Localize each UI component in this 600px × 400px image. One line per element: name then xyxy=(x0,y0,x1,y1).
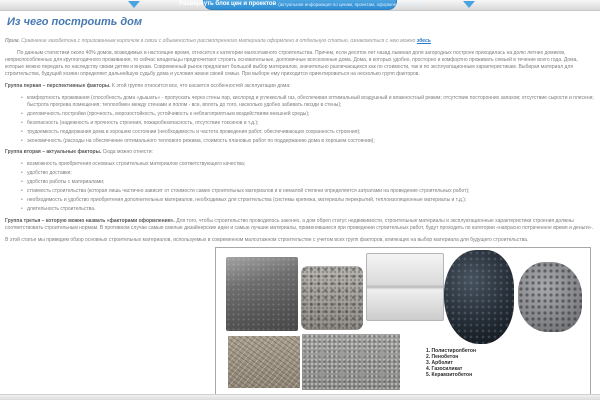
factor-item: • долговечность постройки (прочность, морозостойкость, устойчивость к неблагоприятным воздействиям внешней среды); xyxy=(21,111,594,118)
concrete-blocks-photo xyxy=(215,247,591,396)
expand-prices-label: Развернуть блок цен и проектов xyxy=(179,1,277,7)
factor-item: • удобство доставки; xyxy=(21,170,594,177)
group2-factor-list xyxy=(21,161,594,213)
group1-heading xyxy=(5,83,594,90)
closing-paragraph: В этой статье мы приведем обзор основных строительных материалов, используемых в современном малоэтажном строительстве с учетом всех групп факторов, влияющих на выбор материала для будущего строительства. xyxy=(5,236,529,243)
article-link[interactable]: здесь xyxy=(416,38,431,44)
factor-item: • комфортность проживания (способность дома «дышать» - пропускать через стены пар, кислород и углекислый газ, обеспечивая оптимальный воздушный и влажностный режим; отсутствие посторонних запахов; отсутствие сырости и плесени; быстрота прогрева помещения; теплообмен между стенами и полом - все, вплоть до того, насколько удобно забивать гвозди в стены); xyxy=(21,95,594,108)
group3-text: Для того, чтобы строительство проводилось законно, а дом обрел статус недвижимости, строительные материалы и эксплуатационные характеристики строения должны соответствовать строительным нормам. В противном случае самые смелые дизайнерские идеи и самые лучшие материалы, применявшиеся при проведении строительных работ, будут проходить по категории «напрасно потраченное время и деньги». xyxy=(5,217,593,231)
photo-block-round-porous xyxy=(518,262,582,332)
factor-item: • трудоемкость поддержания дома в хорошем состоянии (необходимость и частота проведения работ, обеспечивающих сохранность строения); xyxy=(21,129,594,136)
photo-block-dark-cube xyxy=(226,257,298,331)
legend-item: 5. Керамзитобетон xyxy=(426,372,473,378)
photo-texture-arbolit xyxy=(228,336,300,388)
photo-texture-gray xyxy=(302,334,400,390)
group2-lead: Сюда можно отнести: xyxy=(101,149,153,155)
note-prefix: Прим. xyxy=(5,38,20,44)
expand-prices-note: (актуальная информация по ценам, проектам, оформлению заказа) xyxy=(278,2,421,7)
factor-item: • длительность строительства. xyxy=(21,206,594,213)
chevron-down-icon xyxy=(128,1,140,8)
note-text: Сравнение газобетона с поризованным кирпичом в связи с объемностью рассмотренного материала оформлено в отдельную статью, ознакомиться с нею можно xyxy=(19,38,417,44)
group1-heading-bold: Группа первая – перспективные факторы. xyxy=(5,83,111,89)
group1-lead: К этой группе относится все, что касается особенностей эксплуатации дома: xyxy=(110,83,291,89)
group2-heading xyxy=(5,149,594,156)
page-title: Из чего построить дом xyxy=(7,16,143,28)
factor-item: • необходимость и удобство приобретения дополнительных материалов, необходимых для строительства (системы крепежа, материалы перекрытий, теплоизоляционные материалы и т.д.); xyxy=(21,197,594,204)
legend-item: 1. Полистиролбетон xyxy=(426,348,476,354)
group3-paragraph xyxy=(5,218,594,232)
note-paragraph xyxy=(5,38,594,45)
group3-heading-bold: Группа третья – которую можно назвать «факторами оформления». xyxy=(5,217,175,224)
photo-block-white-gas-silicate xyxy=(366,253,444,321)
article-body xyxy=(5,38,594,244)
factor-item: • удобство работы с материалами; xyxy=(21,179,594,186)
factor-item: • экономичность (расходы на обеспечение оптимального теплового режима, стоимость плановых работ по поддержанию дома в хорошем состоянии); xyxy=(21,138,594,145)
top-banner-strip xyxy=(0,0,600,11)
legend-item: 2. Пенобетон xyxy=(426,354,459,360)
legend-item: 4. Газосиликат xyxy=(426,366,463,372)
expand-prices-tab[interactable] xyxy=(179,0,421,10)
legend-item: 3. Арболит xyxy=(426,360,453,366)
factor-item: • возможность приобретения основных строительных материалов соответствующего качества; xyxy=(21,161,594,168)
photo-block-dark-porous-chunk xyxy=(444,250,514,344)
chevron-down-icon xyxy=(463,1,475,8)
section-divider-strip xyxy=(0,394,600,400)
group1-factor-list xyxy=(21,95,594,144)
group2-heading-bold: Группа вторая – актуальные факторы. xyxy=(5,149,102,155)
factor-item: • стоимость строительства (которая лишь частично зависит от стоимости самих строительных материалов и в немалой степени определяется затратами на проведение строительных работ); xyxy=(21,188,594,195)
figure-legend xyxy=(426,348,476,378)
photo-block-porous-gray xyxy=(301,266,363,330)
intro-paragraph: По данным статистики около 40% домов, возводимых в настоящее время, относится к категории малоэтажного строительства. Причем, если десяток лет назад львиная доля загородных построек приходилась на долю летних домиков, неприспособленных для круглогодичного проживания, то сейчас владельцы предпочитают строить основательные, долговечные всесезонные дома. Дома, в которых удобно, просторно и комфортно проживать семьей в течение всего года. Дома, которые можно передать по наследству своим детям и внукам. Современный рынок предлагает большой выбор материалов, значительно различающихся как по стоимости, так и по эксплуатационным характеристикам. Выбирая материал для строительства, будущий хозяин определяет дальнейшую судьбу дома и условия жизни своей семьи. При выборе ему приходится ориентироваться на несколько групп факторов. xyxy=(5,50,578,77)
factor-item: • безопасность (надежность и прочность строения, пожаробезопасность, отсутствие токсинов и т.д.); xyxy=(21,120,594,127)
